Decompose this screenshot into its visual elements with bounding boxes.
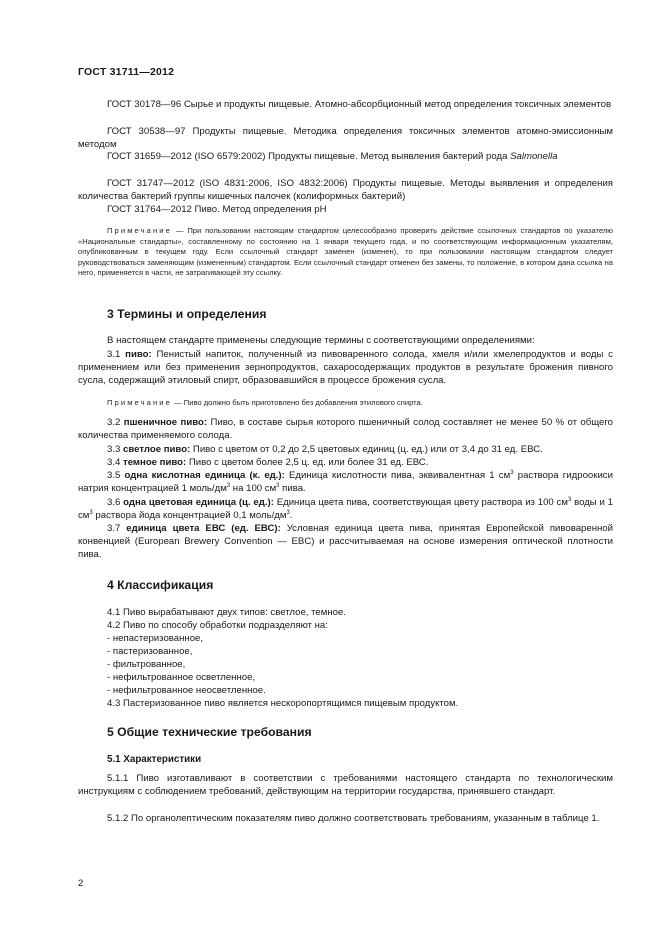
page-number: 2 [78, 878, 84, 889]
ref-gost-30178: ГОСТ 30178—96 Сырье и продукты пищевые. Атомно-абсорбционный метод определения токсичных элементов [107, 99, 612, 110]
list-item: - пастеризованное, [107, 646, 193, 657]
clause-4-1: 4.1 Пиво вырабатывают двух типов: светлое, темное. [107, 607, 346, 618]
ref-gost-31747: ГОСТ 31747—2012 (ISO 4831:2006, ISO 4832:2006) Продукты пищевые. Методы выявления и определения количества бактерий группы кишечных палочек (колиформных бактерий) [78, 178, 613, 202]
section-3-title: 3 Термины и определения [107, 307, 267, 321]
ref-gost-30538: ГОСТ 30538—97 Продукты пищевые. Методика определения токсичных элементов атомно-эмиссионным методом [78, 126, 613, 150]
references-note: Примечание — При пользовании настоящим стандартом целесообразно проверить действие ссылочных стандартов по указателю «Национальные стандарты», составленному по состоянию на 1 января текущего года, и по соответствующим информационным указателям, опубликованным в текущем году. Если ссылочный стандарт заменен (изменен), то при пользовании настоящим стандартом следует руководствоваться заменяющим (измененным) стандартом. Если ссылочный стандарт отменен без замены, то положение, в котором дана ссылка на него, применяется в части, не затрагивающей эту ссылку. [78, 226, 613, 278]
clause-4-2: 4.2 Пиво по способу обработки подразделяют на: [107, 620, 328, 631]
term-3-6: 3.6 одна цветовая единица (ц. ед.): Единица цвета пива, соответствующая цвету раствора из 100 $см^3$ воды и 1 $см^3$ раствора йода концентрацией 0,1 моль/$дм^3$. [78, 497, 613, 521]
term-3-5: 3.5 одна кислотная единица (к. ед.): Единица кислотности пива, эквивалентная 1 $см^3$ раствора гидроокиси натрия концентрацией 1 моль/$дм^3$ на 100 $см^3$ пива. [78, 470, 613, 494]
term-3-1: 3.1 пиво: Пенистый напиток, полученный из пивоваренного солода, хмеля и/или хмелепродуктов и воды с применением или без применения зернопродуктов, сахаросодержащих продуктов в результате брожения пивного сусла, содержащий этиловый спирт, образовавшийся в процессе брожения сусла. [78, 349, 613, 386]
list-item: - нефильтрованное неосветленное. [107, 685, 266, 696]
list-item: - фильтрованное, [107, 659, 186, 670]
subsection-5-1-title: 5.1 Характеристики [107, 754, 202, 765]
term-3-1-note: Примечание — Пиво должно быть приготовлено без добавления этилового спирта. [107, 398, 423, 407]
ref-gost-31764: ГОСТ 31764—2012 Пиво. Метод определения pH [107, 204, 327, 215]
term-3-3: 3.3 светлое пиво: Пиво с цветом от 0,2 до 2,5 цветовых единиц (ц. ед.) или от 3,4 до 31 ед. ЕВС. [107, 444, 543, 455]
clause-5-1-1: 5.1.1 Пиво изготавливают в соответствии с требованиями настоящего стандарта по технологическим инструкциям с соблюдением требований, действующим на территории государства, принявшего стандарт. [78, 773, 613, 797]
list-item: - непастеризованное, [107, 633, 204, 644]
term-3-7: 3.7 единица цвета ЕВС (ед. ЕВС): Условная единица цвета пива, принятая Европейской пивоваренной конвенцией (European Brewery Convention — EBC) и рассчитываемая на основе измерения оптической плотности пива. [78, 523, 613, 560]
term-3-2: 3.2 пшеничное пиво: Пиво, в составе сырья которого пшеничный солод составляет не менее 50 % от общего количества применяемого солода. [78, 417, 613, 441]
list-item: - нефильтрованное осветленное, [107, 672, 256, 683]
section-4-title: 4 Классификация [107, 578, 214, 592]
section-3-intro: В настоящем стандарте применены следующие термины с соответствующими определениями: [107, 335, 535, 346]
term-3-4: 3.4 темное пиво: Пиво с цветом более 2,5 ц. ед. или более 31 ед. ЕВС. [107, 457, 429, 468]
clause-5-1-2: 5.1.2 По органолептическим показателям пиво должно соответствовать требованиям, указанным в таблице 1. [107, 813, 600, 824]
section-5-title: 5 Общие технические требования [107, 725, 312, 739]
clause-4-3: 4.3 Пастеризованное пиво является нескоропортящимся пищевым продуктом. [107, 698, 459, 709]
document-code-header: ГОСТ 31711—2012 [78, 66, 175, 78]
ref-gost-31659: ГОСТ 31659—2012 (ISO 6579:2002) Продукты пищевые. Метод выявления бактерий рода Salmonella [107, 151, 558, 162]
